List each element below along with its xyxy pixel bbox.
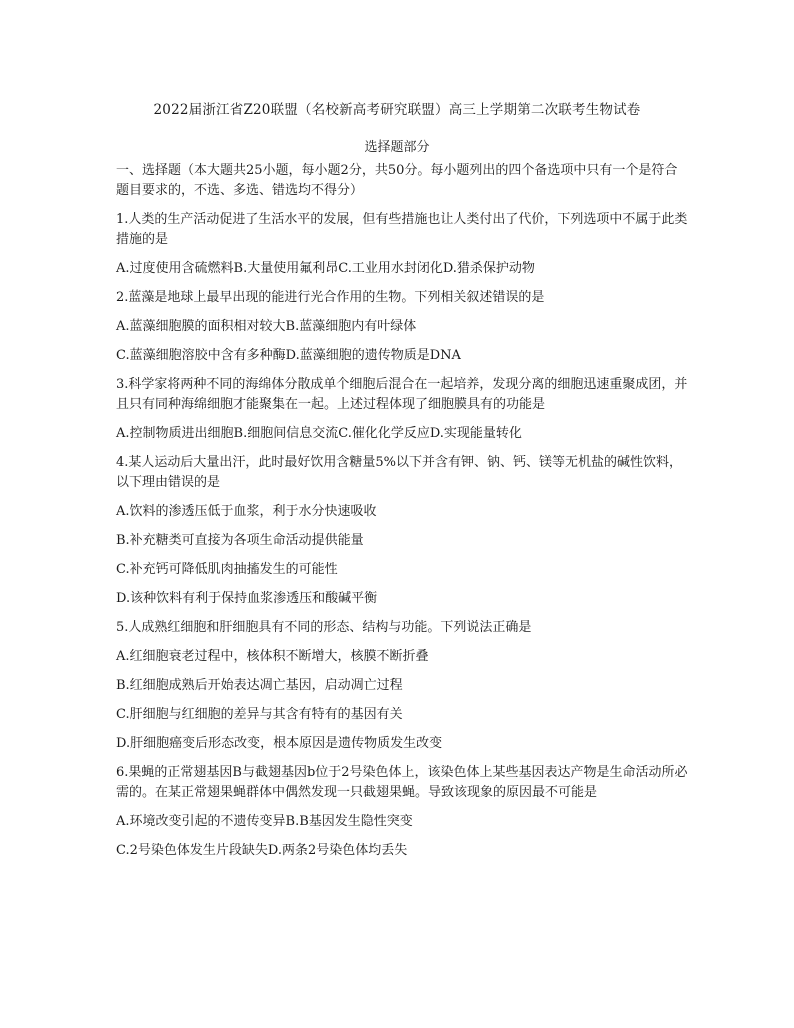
question-6 [116,763,688,861]
question-option: C.肝细胞与红细胞的差异与其含有特有的基因有关 [116,707,403,722]
question-option: D.该种饮料有利于保持血浆渗透压和酸碱平衡 [116,591,378,606]
question-4 [116,453,688,609]
question-1 [116,210,688,279]
question-options: C.2号染色体发生片段缺失D.两条2号染色体均丢失 [116,843,408,858]
section-instruction: 一、选择题（本大题共25小题，每小题2分，共50分。每小题列出的四个备选项中只有一个是符合题目要求的，不选、多选、错选均不得分） [116,163,678,198]
section-heading: 选择题部分 [364,140,430,155]
question-options: A.控制物质进出细胞B.细胞间信息交流C.催化化学反应D.实现能量转化 [116,426,522,441]
question-stem: 5.人成熟红细胞和肝细胞具有不同的形态、结构与功能。下列说法正确是 [116,620,532,635]
question-stem: 6.果蝇的正常翅基因B与截翅基因b位于2号染色体上，该染色体上某些基因表达产物是生命活动所必需的。在某正常翅果蝇群体中偶然发现一只截翅果蝇。导致该现象的原因最不可能是 [116,765,688,800]
question-2 [116,288,688,366]
question-option: D.肝细胞癌变后形态改变，根本原因是遗传物质发生改变 [116,736,443,751]
question-option: A.饮料的渗透压低于血浆，利于水分快速吸收 [116,504,377,519]
question-stem: 3.科学家将两种不同的海绵体分散成单个细胞后混合在一起培养，发现分离的细胞迅速重聚成团，并且只有同种海绵细胞才能聚集在一起。上述过程体现了细胞膜具有的功能是 [116,377,688,412]
question-options: A.过度使用含硫燃料B.大量使用氟利昂C.工业用水封闭化D.猎杀保护动物 [116,261,535,276]
question-list [116,161,688,861]
question-options: C.蓝藻细胞溶胶中含有多种酶D.蓝藻细胞的遗传物质是DNA [116,348,461,363]
question-stem: 1.人类的生产活动促进了生活水平的发展，但有些措施也让人类付出了代价，下列选项中不属于此类措施的是 [116,212,688,247]
question-option: A.红细胞衰老过程中，核体积不断增大，核膜不断折叠 [116,649,429,664]
question-options: A.蓝藻细胞膜的面积相对较大B.蓝藻细胞内有叶绿体 [116,319,417,334]
question-3 [116,375,688,444]
question-options: A.环境改变引起的不遗传变异B.B基因发生隐性突变 [116,814,413,829]
question-stem: 2.蓝藻是地球上最早出现的能进行光合作用的生物。下列相关叙述错误的是 [116,290,545,305]
question-option: B.红细胞成熟后开始表达凋亡基因，启动凋亡过程 [116,678,403,693]
question-stem: 4.某人运动后大量出汗，此时最好饮用含糖量5%以下并含有钾、钠、钙、镁等无机盐的碱性饮料，以下理由错误的是 [116,455,683,490]
question-option: C.补充钙可降低肌肉抽搐发生的可能性 [116,562,338,577]
question-5 [116,618,688,754]
exam-title: 2022届浙江省Z20联盟（名校新高考研究联盟）高三上学期第二次联考生物试卷 [153,102,641,118]
question-option: B.补充糖类可直接为各项生命活动提供能量 [116,533,364,548]
